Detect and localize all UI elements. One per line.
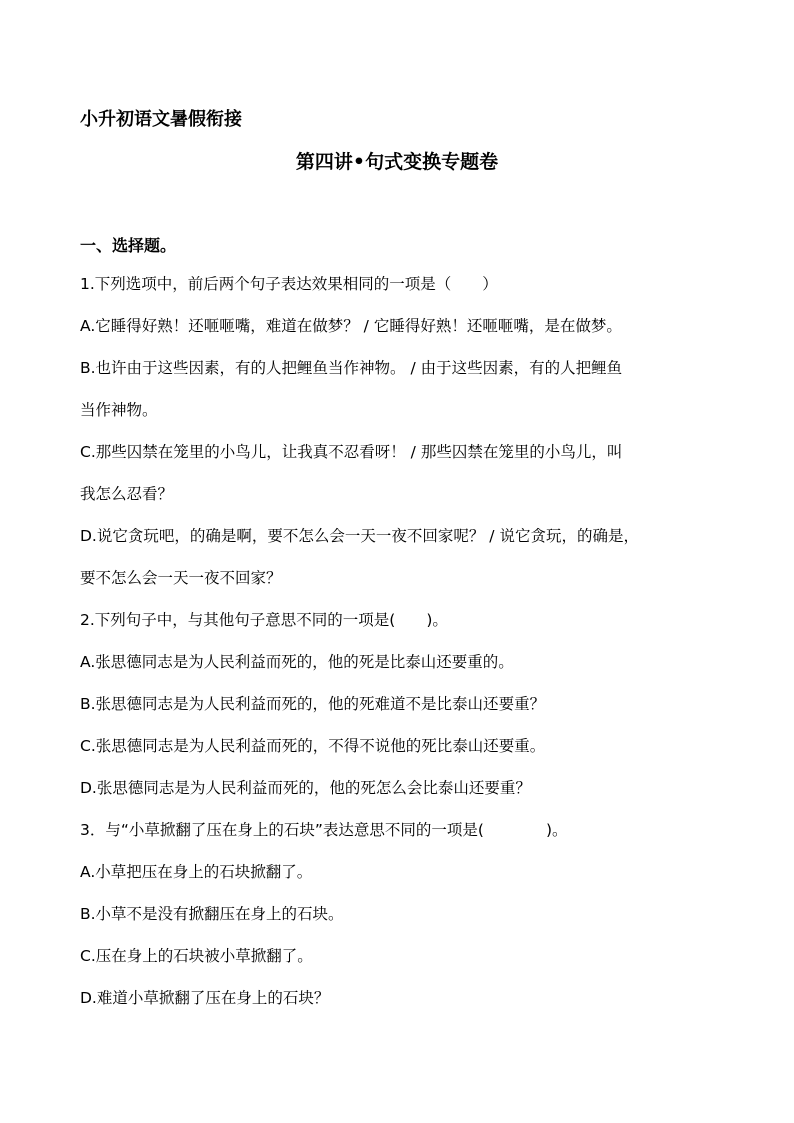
section-heading: 一、选择题。 [80,236,177,255]
option-d: D.张思德同志是为人民利益而死的，他的死怎么会比泰山还要重？ [80,779,531,797]
option-d: D.难道小草掀翻了压在身上的石块？ [80,989,330,1007]
question-stem: 1.下列选项中，前后两个句子表达效果相同的一项是（ ） [80,275,498,293]
question-stem: 3．与“小草掀翻了压在身上的石块”表达意思不同的一项是( )。 [80,821,568,839]
question-list [80,268,748,1024]
question-2 [80,604,748,814]
option-a: A.小草把压在身上的石块掀翻了。 [80,863,313,881]
option-c: C.压在身上的石块被小草掀翻了。 [80,947,313,965]
option-c-continued: 我怎么忍看？ [80,485,174,503]
question-stem: 2.下列句子中，与其他句子意思不同的一项是( )。 [80,611,448,629]
option-b: B.张思德同志是为人民利益而死的，他的死难道不是比泰山还要重？ [80,695,546,713]
option-a: A.它睡得好熟！还咂咂嘴，难道在做梦？ / 它睡得好熟！还咂咂嘴，是在做梦。 [80,317,622,335]
question-3 [80,814,748,1024]
option-b-continued: 当作神物。 [80,401,158,419]
option-d: D.说它贪玩吧，的确是啊，要不怎么会一天一夜不回家呢？ / 说它贪玩，的确是， [80,527,639,545]
option-a: A.张思德同志是为人民利益而死的，他的死是比泰山还要重的。 [80,653,514,671]
lecture-title: 第四讲•句式变换专题卷 [295,151,499,173]
option-d-continued: 要不怎么会一天一夜不回家？ [80,569,282,587]
option-c: C.那些囚禁在笼里的小鸟儿，让我真不忍看呀！ / 那些囚禁在笼里的小鸟儿，叫 [80,443,623,461]
question-1 [80,268,748,604]
course-title: 小升初语文暑假衔接 [80,109,242,130]
option-b: B.也许由于这些因素，有的人把鲤鱼当作神物。 / 由于这些因素，有的人把鲤鱼 [80,359,623,377]
option-c: C.张思德同志是为人民利益而死的，不得不说他的死比泰山还要重。 [80,737,546,755]
option-b: B.小草不是没有掀翻压在身上的石块。 [80,905,344,923]
